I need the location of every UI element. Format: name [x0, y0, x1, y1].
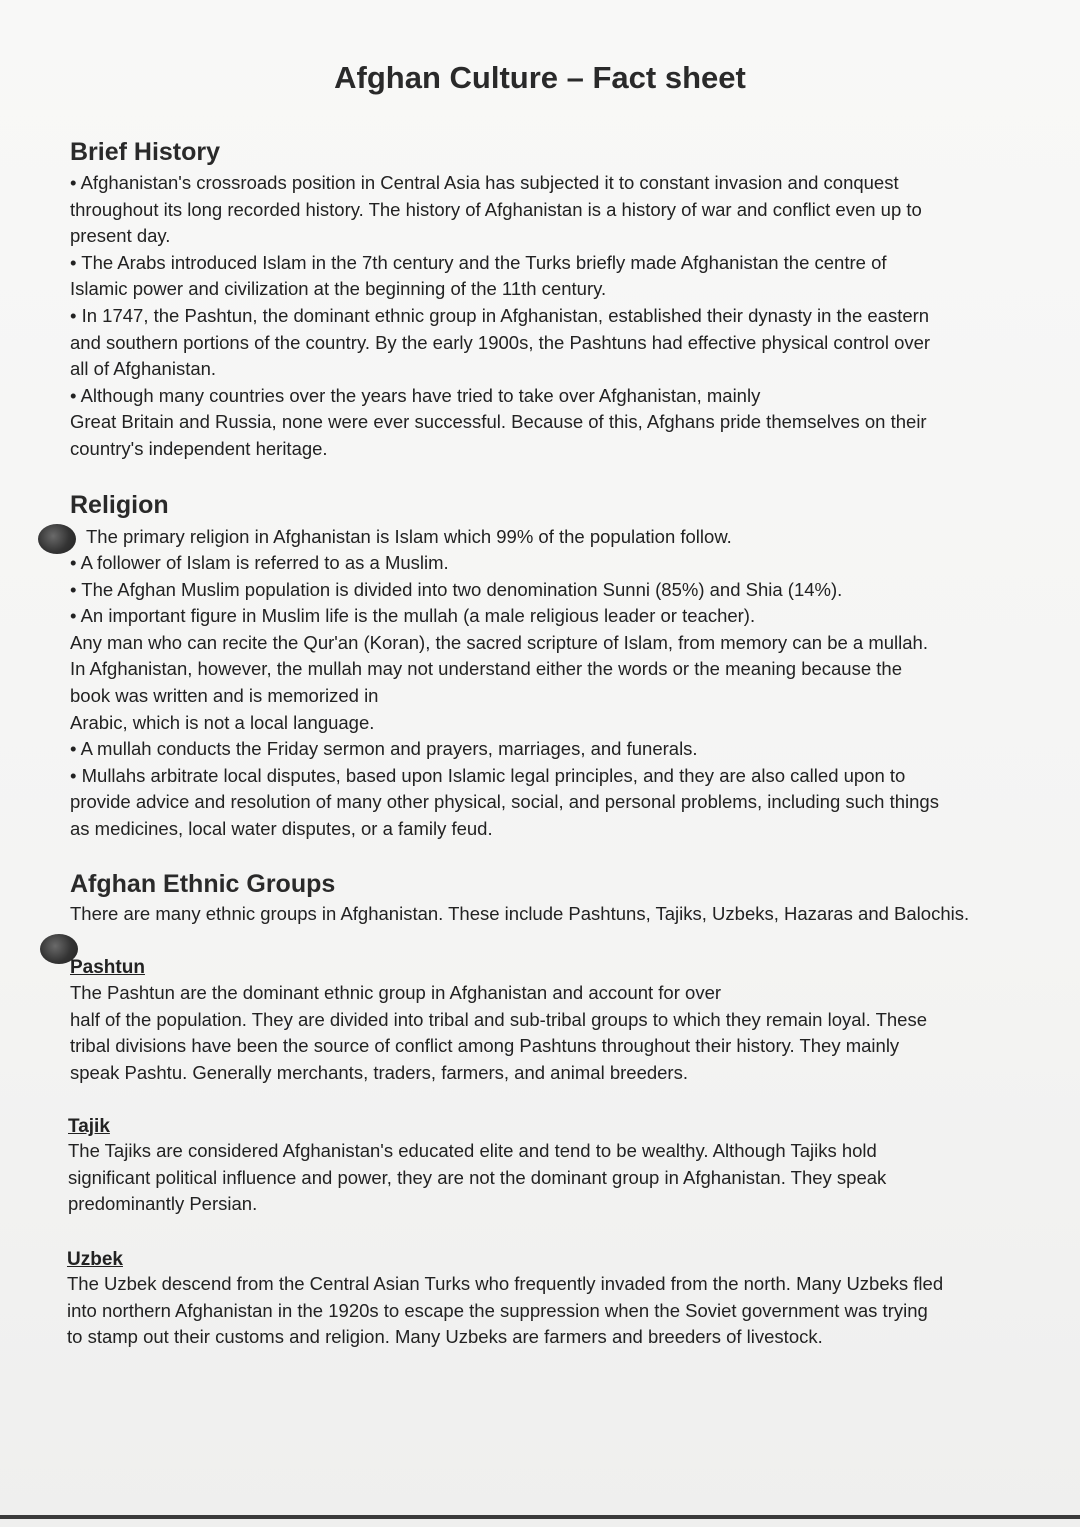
- ethnic-intro: [70, 901, 1020, 928]
- text-line: country's independent heritage.: [70, 437, 328, 459]
- text-line: predominantly Persian.: [68, 1193, 258, 1215]
- text-line: The Pashtun are the dominant ethnic group in Afghanistan and account for over: [70, 982, 722, 1003]
- text-line: half of the population. They are divided into tribal and sub-tribal groups to which they remain loyal. These: [70, 1008, 927, 1030]
- uzbek-subheading: Uzbek: [67, 1249, 123, 1270]
- text-line: There are many ethnic groups in Afghanistan. These include Pashtuns, Tajiks, Uzbeks, Hazaras and Balochis.: [70, 903, 970, 924]
- text-line: • Although many countries over the years have tried to take over Afghanistan, mainly: [70, 384, 761, 406]
- text-line: and southern portions of the country. By the early 1900s, the Pashtuns had effective physical control over: [70, 331, 931, 353]
- text-line: as medicines, local water disputes, or a family feud.: [70, 817, 493, 839]
- text-line: • A mullah conducts the Friday sermon and prayers, marriages, and funerals.: [70, 738, 698, 760]
- text-line: The Tajiks are considered Afghanistan's educated elite and tend to be wealthy. Although Tajiks hold: [68, 1140, 877, 1161]
- text-line: In Afghanistan, however, the mullah may not understand either the words or the meaning because the: [70, 658, 902, 680]
- text-line: The primary religion in Afghanistan is Islam which 99% of the population follow.: [86, 526, 732, 547]
- text-line: • Afghanistan's crossroads position in Central Asia has subjected it to constant invasion and conquest: [70, 172, 899, 193]
- text-line: • A follower of Islam is referred to as a Muslim.: [70, 552, 449, 573]
- text-line: all of Afghanistan.: [70, 358, 217, 380]
- tajik-text: [68, 1138, 1018, 1218]
- text-line: • Mullahs arbitrate local disputes, based upon Islamic legal principles, and they are also called upon to: [70, 764, 906, 786]
- ethnic-heading: Afghan Ethnic Groups: [70, 870, 336, 898]
- text-line: Arabic, which is not a local language.: [70, 711, 375, 733]
- text-line: present day.: [70, 225, 171, 247]
- text-line: throughout its long recorded history. The history of Afghanistan is a history of war and conflict even up to: [70, 198, 922, 220]
- text-line: significant political influence and power, they are not the dominant group in Afghanistan. They speak: [68, 1166, 887, 1188]
- pashtun-text: [70, 980, 1020, 1086]
- text-line: book was written and is memorized in: [70, 684, 379, 706]
- history-text: [70, 170, 1020, 463]
- text-line: Islamic power and civilization at the beginning of the 11th century.: [70, 278, 607, 300]
- text-line: • An important figure in Muslim life is the mullah (a male religious leader or teacher).: [70, 605, 756, 627]
- text-line: • The Arabs introduced Islam in the 7th century and the Turks briefly made Afghanistan the centre of: [70, 251, 887, 273]
- history-heading: Brief History: [70, 138, 221, 166]
- tajik-subheading: Tajik: [68, 1116, 110, 1137]
- religion-heading: Religion: [70, 491, 169, 519]
- religion-text: [70, 550, 1020, 843]
- text-line: Any man who can recite the Qur'an (Koran), the sacred scripture of Islam, from memory can be a mullah.: [70, 631, 928, 653]
- text-line: to stamp out their customs and religion. Many Uzbeks are farmers and breeders of livestock.: [67, 1326, 823, 1348]
- text-line: tribal divisions have been the source of conflict among Pashtuns throughout their history. They mainly: [70, 1035, 900, 1057]
- page-bottom-edge: [0, 1515, 1080, 1519]
- text-line: The Uzbek descend from the Central Asian Turks who frequently invaded from the north. Many Uzbeks fled: [67, 1273, 944, 1294]
- text-line: • The Afghan Muslim population is divided into two denomination Sunni (85%) and Shia (14%).: [70, 578, 843, 600]
- religion-first-line: [86, 524, 1016, 551]
- text-line: into northern Afghanistan in the 1920s to escape the suppression when the Soviet government was trying: [67, 1299, 928, 1321]
- text-line: speak Pashtu. Generally merchants, traders, farmers, and animal breeders.: [70, 1061, 688, 1083]
- pashtun-subheading: Pashtun: [70, 957, 145, 978]
- text-line: provide advice and resolution of many other physical, social, and personal problems, including such things: [70, 791, 939, 813]
- page-title: Afghan Culture – Fact sheet: [334, 60, 746, 95]
- text-line: • In 1747, the Pashtun, the dominant ethnic group in Afghanistan, established their dynasty in the eastern: [70, 304, 930, 326]
- uzbek-text: [67, 1271, 1027, 1351]
- text-line: Great Britain and Russia, none were ever successful. Because of this, Afghans pride themselves on their: [70, 411, 927, 433]
